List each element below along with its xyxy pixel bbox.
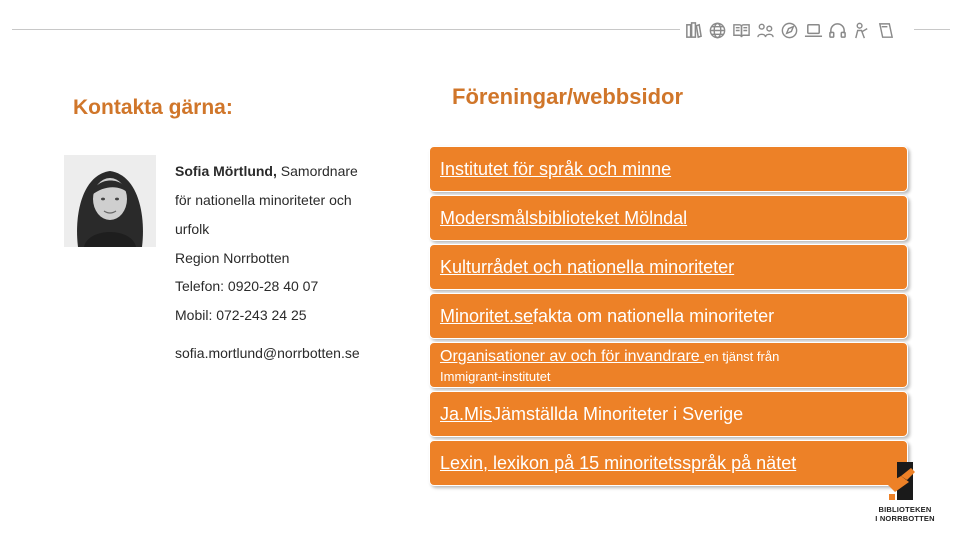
people-icon	[755, 19, 775, 41]
link-label[interactable]: Lexin, lexikon på 15 minoritetsspråk på nätet	[440, 452, 797, 473]
link-label[interactable]: Minoritet.se	[440, 305, 534, 326]
reader-icon	[851, 19, 871, 41]
link-description-line2: Immigrant-institutet	[440, 369, 551, 384]
link-kulturradet[interactable]	[429, 244, 908, 290]
top-divider-left	[12, 29, 680, 30]
links-heading: Föreningar/webbsidor	[452, 84, 684, 109]
compass-icon	[779, 19, 799, 41]
books-icon	[683, 19, 703, 41]
link-jamis[interactable]	[429, 391, 908, 437]
link-minoritet-se[interactable]	[429, 293, 908, 339]
link-description: en tjänst från	[704, 349, 780, 364]
contact-email[interactable]: sofia.mortlund@norrbotten.se	[175, 345, 360, 361]
contact-portrait	[64, 155, 156, 247]
link-sprak-och-minne[interactable]	[429, 146, 908, 192]
logo-line2: I NORRBOTTEN	[875, 514, 935, 523]
contact-organization: Region Norrbotten	[175, 250, 290, 266]
headphones-icon	[827, 19, 847, 41]
globe-icon	[707, 19, 727, 41]
logo-text	[864, 505, 946, 523]
top-divider-right	[914, 29, 950, 30]
link-label[interactable]: Institutet för språk och minne	[440, 158, 672, 179]
contact-phone: Telefon: 0920-28 40 07	[175, 278, 319, 294]
contact-role-line3: urfolk	[175, 221, 210, 237]
open-book-icon	[731, 19, 751, 41]
contact-heading: Kontakta gärna:	[73, 96, 233, 119]
laptop-icon	[803, 19, 823, 41]
link-organisationer-invandrare[interactable]	[429, 342, 908, 388]
link-modersmalsbiblioteket[interactable]	[429, 195, 908, 241]
contact-role-line2: för nationella minoriteter och	[175, 192, 352, 208]
link-lexin[interactable]	[429, 440, 908, 486]
contact-name-line	[175, 163, 358, 179]
link-label[interactable]: Ja.Mis	[440, 403, 493, 424]
icon-strip	[683, 19, 895, 41]
contact-mobile: Mobil: 072-243 24 25	[175, 307, 307, 323]
link-description: Jämställda Minoriteter i Sverige	[492, 403, 744, 424]
logo-line1: BIBLIOTEKEN	[878, 505, 932, 514]
tablet-icon	[875, 19, 895, 41]
contact-name: Sofia Mörtlund,	[175, 163, 277, 179]
link-label[interactable]: Kulturrådet och nationella minoriteter	[440, 256, 735, 277]
link-label[interactable]: Organisationer av och för invandrare	[440, 348, 705, 365]
contact-role: Samordnare	[276, 163, 358, 179]
link-description: fakta om nationella minoriteter	[533, 305, 775, 326]
link-label[interactable]: Modersmålsbiblioteket Mölndal	[440, 207, 688, 228]
